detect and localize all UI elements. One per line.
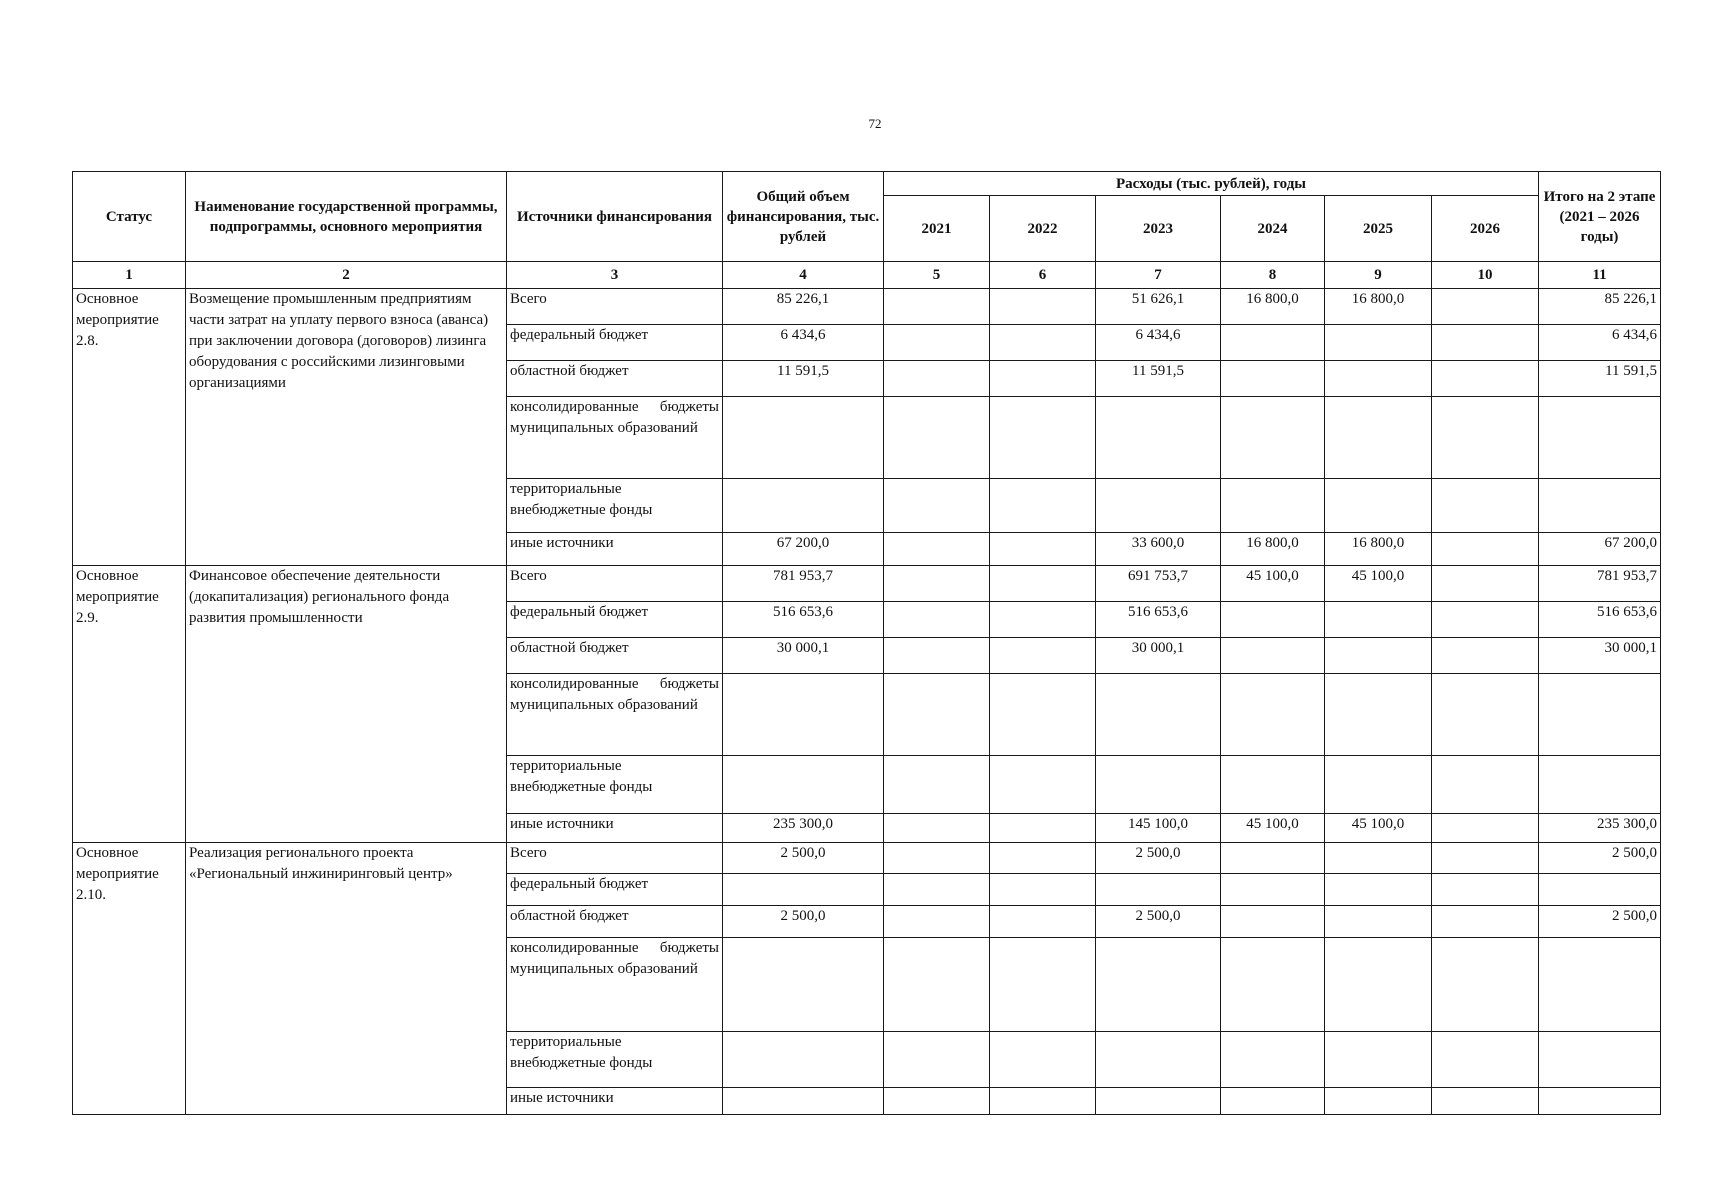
year-2024-cell [1221, 938, 1325, 1032]
itogo-cell [1539, 674, 1661, 756]
header-total-volume: Общий объем финансирования, тыс. рублей [723, 172, 884, 262]
funding-source: консолидированные бюджеты муниципальных образований [507, 674, 723, 756]
header-row-1 [73, 172, 1661, 196]
year-2025-cell [1325, 906, 1432, 938]
column-number: 5 [884, 262, 990, 289]
year-2025-cell [1325, 602, 1432, 638]
column-number: 10 [1432, 262, 1539, 289]
column-number: 4 [723, 262, 884, 289]
year-2024-cell: 16 800,0 [1221, 289, 1325, 325]
itogo-cell: 67 200,0 [1539, 533, 1661, 566]
year-2024-cell [1221, 674, 1325, 756]
header-year-2023: 2023 [1096, 196, 1221, 262]
year-2022-cell [990, 874, 1096, 906]
itogo-cell [1539, 938, 1661, 1032]
itogo-cell: 30 000,1 [1539, 638, 1661, 674]
year-2021-cell [884, 814, 990, 843]
year-2026-cell [1432, 1088, 1539, 1115]
year-2025-cell [1325, 674, 1432, 756]
activity-name: Возмещение промышленным предприятиям части затрат на уплату первого взноса (аванса) при заключении договора (договоров) лизинга оборудования с российскими лизинговыми организациями [186, 289, 507, 566]
year-2025-cell [1325, 1032, 1432, 1088]
total-volume-cell: 6 434,6 [723, 325, 884, 361]
year-2023-cell: 2 500,0 [1096, 843, 1221, 874]
year-2021-cell [884, 479, 990, 533]
year-2022-cell [990, 397, 1096, 479]
activity-status: Основное мероприятие 2.9. [73, 566, 186, 843]
itogo-cell: 2 500,0 [1539, 906, 1661, 938]
total-volume-cell [723, 1088, 884, 1115]
year-2023-cell: 2 500,0 [1096, 906, 1221, 938]
year-2025-cell [1325, 1088, 1432, 1115]
column-number: 11 [1539, 262, 1661, 289]
total-volume-cell: 30 000,1 [723, 638, 884, 674]
year-2024-cell [1221, 325, 1325, 361]
total-volume-cell [723, 938, 884, 1032]
itogo-cell: 516 653,6 [1539, 602, 1661, 638]
itogo-cell: 6 434,6 [1539, 325, 1661, 361]
year-2024-cell [1221, 397, 1325, 479]
header-year-2021: 2021 [884, 196, 990, 262]
year-2023-cell: 33 600,0 [1096, 533, 1221, 566]
header-expenses: Расходы (тыс. рублей), годы [884, 172, 1539, 196]
funding-source: консолидированные бюджеты муниципальных образований [507, 938, 723, 1032]
column-number: 6 [990, 262, 1096, 289]
year-2021-cell [884, 325, 990, 361]
year-2026-cell [1432, 906, 1539, 938]
itogo-cell [1539, 874, 1661, 906]
total-volume-cell [723, 874, 884, 906]
funding-source: консолидированные бюджеты муниципальных образований [507, 397, 723, 479]
column-number: 2 [186, 262, 507, 289]
year-2026-cell [1432, 602, 1539, 638]
year-2023-cell: 516 653,6 [1096, 602, 1221, 638]
activity-status: Основное мероприятие 2.10. [73, 843, 186, 1115]
activity-name: Финансовое обеспечение деятельности (докапитализация) регионального фонда развития промышленности [186, 566, 507, 843]
year-2024-cell [1221, 843, 1325, 874]
total-volume-cell: 2 500,0 [723, 906, 884, 938]
year-2026-cell [1432, 566, 1539, 602]
year-2025-cell: 45 100,0 [1325, 566, 1432, 602]
itogo-cell [1539, 1088, 1661, 1115]
year-2026-cell [1432, 325, 1539, 361]
header-year-2022: 2022 [990, 196, 1096, 262]
column-number: 9 [1325, 262, 1432, 289]
year-2021-cell [884, 756, 990, 814]
year-2023-cell: 6 434,6 [1096, 325, 1221, 361]
itogo-cell [1539, 756, 1661, 814]
funding-source: иные источники [507, 1088, 723, 1115]
itogo-cell [1539, 397, 1661, 479]
table-row [73, 843, 1661, 874]
year-2022-cell [990, 814, 1096, 843]
header-program-name: Наименование государственной программы, подпрограммы, основного мероприятия [186, 172, 507, 262]
year-2022-cell [990, 325, 1096, 361]
year-2025-cell [1325, 479, 1432, 533]
year-2023-cell [1096, 674, 1221, 756]
year-2022-cell [990, 906, 1096, 938]
year-2022-cell [990, 602, 1096, 638]
year-2026-cell [1432, 756, 1539, 814]
year-2021-cell [884, 674, 990, 756]
header-sources: Источники финансирования [507, 172, 723, 262]
funding-source: областной бюджет [507, 638, 723, 674]
funding-source: федеральный бюджет [507, 325, 723, 361]
funding-source: территориальные внебюджетные фонды [507, 756, 723, 814]
year-2024-cell [1221, 1088, 1325, 1115]
total-volume-cell: 235 300,0 [723, 814, 884, 843]
total-volume-cell: 516 653,6 [723, 602, 884, 638]
column-numbers-row [73, 262, 1661, 289]
year-2023-cell: 11 591,5 [1096, 361, 1221, 397]
column-number: 7 [1096, 262, 1221, 289]
year-2024-cell: 45 100,0 [1221, 566, 1325, 602]
itogo-cell [1539, 479, 1661, 533]
year-2023-cell [1096, 1088, 1221, 1115]
year-2022-cell [990, 843, 1096, 874]
year-2025-cell: 45 100,0 [1325, 814, 1432, 843]
total-volume-cell [723, 756, 884, 814]
year-2025-cell [1325, 756, 1432, 814]
year-2024-cell [1221, 1032, 1325, 1088]
funding-source: иные источники [507, 814, 723, 843]
year-2022-cell [990, 361, 1096, 397]
year-2025-cell [1325, 843, 1432, 874]
funding-source: областной бюджет [507, 361, 723, 397]
year-2024-cell [1221, 906, 1325, 938]
funding-table [72, 171, 1661, 1115]
total-volume-cell [723, 479, 884, 533]
year-2023-cell: 691 753,7 [1096, 566, 1221, 602]
year-2025-cell [1325, 361, 1432, 397]
year-2026-cell [1432, 479, 1539, 533]
funding-source: территориальные внебюджетные фонды [507, 1032, 723, 1088]
year-2026-cell [1432, 674, 1539, 756]
total-volume-cell: 2 500,0 [723, 843, 884, 874]
year-2021-cell [884, 1032, 990, 1088]
year-2026-cell [1432, 533, 1539, 566]
year-2026-cell [1432, 638, 1539, 674]
total-volume-cell [723, 397, 884, 479]
year-2023-cell [1096, 1032, 1221, 1088]
header-year-2024: 2024 [1221, 196, 1325, 262]
year-2022-cell [990, 1032, 1096, 1088]
year-2026-cell [1432, 814, 1539, 843]
itogo-cell: 781 953,7 [1539, 566, 1661, 602]
year-2024-cell [1221, 756, 1325, 814]
year-2025-cell [1325, 397, 1432, 479]
column-number: 3 [507, 262, 723, 289]
year-2025-cell [1325, 874, 1432, 906]
total-volume-cell: 11 591,5 [723, 361, 884, 397]
table-row [73, 566, 1661, 602]
total-volume-cell: 67 200,0 [723, 533, 884, 566]
year-2026-cell [1432, 397, 1539, 479]
year-2021-cell [884, 533, 990, 566]
year-2021-cell [884, 289, 990, 325]
year-2022-cell [990, 674, 1096, 756]
funding-source: иные источники [507, 533, 723, 566]
year-2025-cell [1325, 638, 1432, 674]
year-2023-cell: 145 100,0 [1096, 814, 1221, 843]
year-2021-cell [884, 843, 990, 874]
year-2021-cell [884, 938, 990, 1032]
year-2026-cell [1432, 1032, 1539, 1088]
funding-table-body [73, 289, 1661, 1115]
column-number: 8 [1221, 262, 1325, 289]
year-2021-cell [884, 1088, 990, 1115]
year-2022-cell [990, 533, 1096, 566]
total-volume-cell: 781 953,7 [723, 566, 884, 602]
year-2024-cell: 45 100,0 [1221, 814, 1325, 843]
funding-source: федеральный бюджет [507, 874, 723, 906]
year-2024-cell [1221, 479, 1325, 533]
total-volume-cell [723, 1032, 884, 1088]
header-year-2025: 2025 [1325, 196, 1432, 262]
year-2026-cell [1432, 843, 1539, 874]
year-2023-cell [1096, 756, 1221, 814]
funding-source: областной бюджет [507, 906, 723, 938]
year-2023-cell: 30 000,1 [1096, 638, 1221, 674]
year-2026-cell [1432, 938, 1539, 1032]
funding-source: Всего [507, 566, 723, 602]
page-number: 72 [868, 116, 882, 131]
year-2023-cell [1096, 397, 1221, 479]
year-2022-cell [990, 566, 1096, 602]
itogo-cell: 11 591,5 [1539, 361, 1661, 397]
year-2022-cell [990, 289, 1096, 325]
itogo-cell: 85 226,1 [1539, 289, 1661, 325]
year-2024-cell [1221, 361, 1325, 397]
total-volume-cell [723, 674, 884, 756]
year-2022-cell [990, 638, 1096, 674]
header-year-2026: 2026 [1432, 196, 1539, 262]
year-2021-cell [884, 397, 990, 479]
column-number: 1 [73, 262, 186, 289]
year-2023-cell: 51 626,1 [1096, 289, 1221, 325]
year-2026-cell [1432, 289, 1539, 325]
year-2024-cell [1221, 638, 1325, 674]
year-2021-cell [884, 906, 990, 938]
funding-source: Всего [507, 843, 723, 874]
year-2023-cell [1096, 938, 1221, 1032]
itogo-cell [1539, 1032, 1661, 1088]
year-2025-cell: 16 800,0 [1325, 289, 1432, 325]
year-2025-cell [1325, 938, 1432, 1032]
activity-status: Основное мероприятие 2.8. [73, 289, 186, 566]
year-2022-cell [990, 756, 1096, 814]
year-2021-cell [884, 361, 990, 397]
year-2026-cell [1432, 361, 1539, 397]
year-2021-cell [884, 566, 990, 602]
year-2025-cell: 16 800,0 [1325, 533, 1432, 566]
table-row [73, 289, 1661, 325]
year-2022-cell [990, 938, 1096, 1032]
itogo-cell: 2 500,0 [1539, 843, 1661, 874]
year-2024-cell [1221, 602, 1325, 638]
year-2024-cell [1221, 874, 1325, 906]
header-itogo: Итого на 2 этапе (2021 – 2026 годы) [1539, 172, 1661, 262]
year-2022-cell [990, 479, 1096, 533]
itogo-cell: 235 300,0 [1539, 814, 1661, 843]
year-2021-cell [884, 602, 990, 638]
year-2023-cell [1096, 874, 1221, 906]
year-2022-cell [990, 1088, 1096, 1115]
funding-source: Всего [507, 289, 723, 325]
activity-name: Реализация регионального проекта «Региональный инжиниринговый центр» [186, 843, 507, 1115]
header-status: Статус [73, 172, 186, 262]
year-2025-cell [1325, 325, 1432, 361]
funding-source: территориальные внебюджетные фонды [507, 479, 723, 533]
funding-source: федеральный бюджет [507, 602, 723, 638]
year-2024-cell: 16 800,0 [1221, 533, 1325, 566]
year-2021-cell [884, 638, 990, 674]
year-2023-cell [1096, 479, 1221, 533]
year-2021-cell [884, 874, 990, 906]
year-2026-cell [1432, 874, 1539, 906]
total-volume-cell: 85 226,1 [723, 289, 884, 325]
